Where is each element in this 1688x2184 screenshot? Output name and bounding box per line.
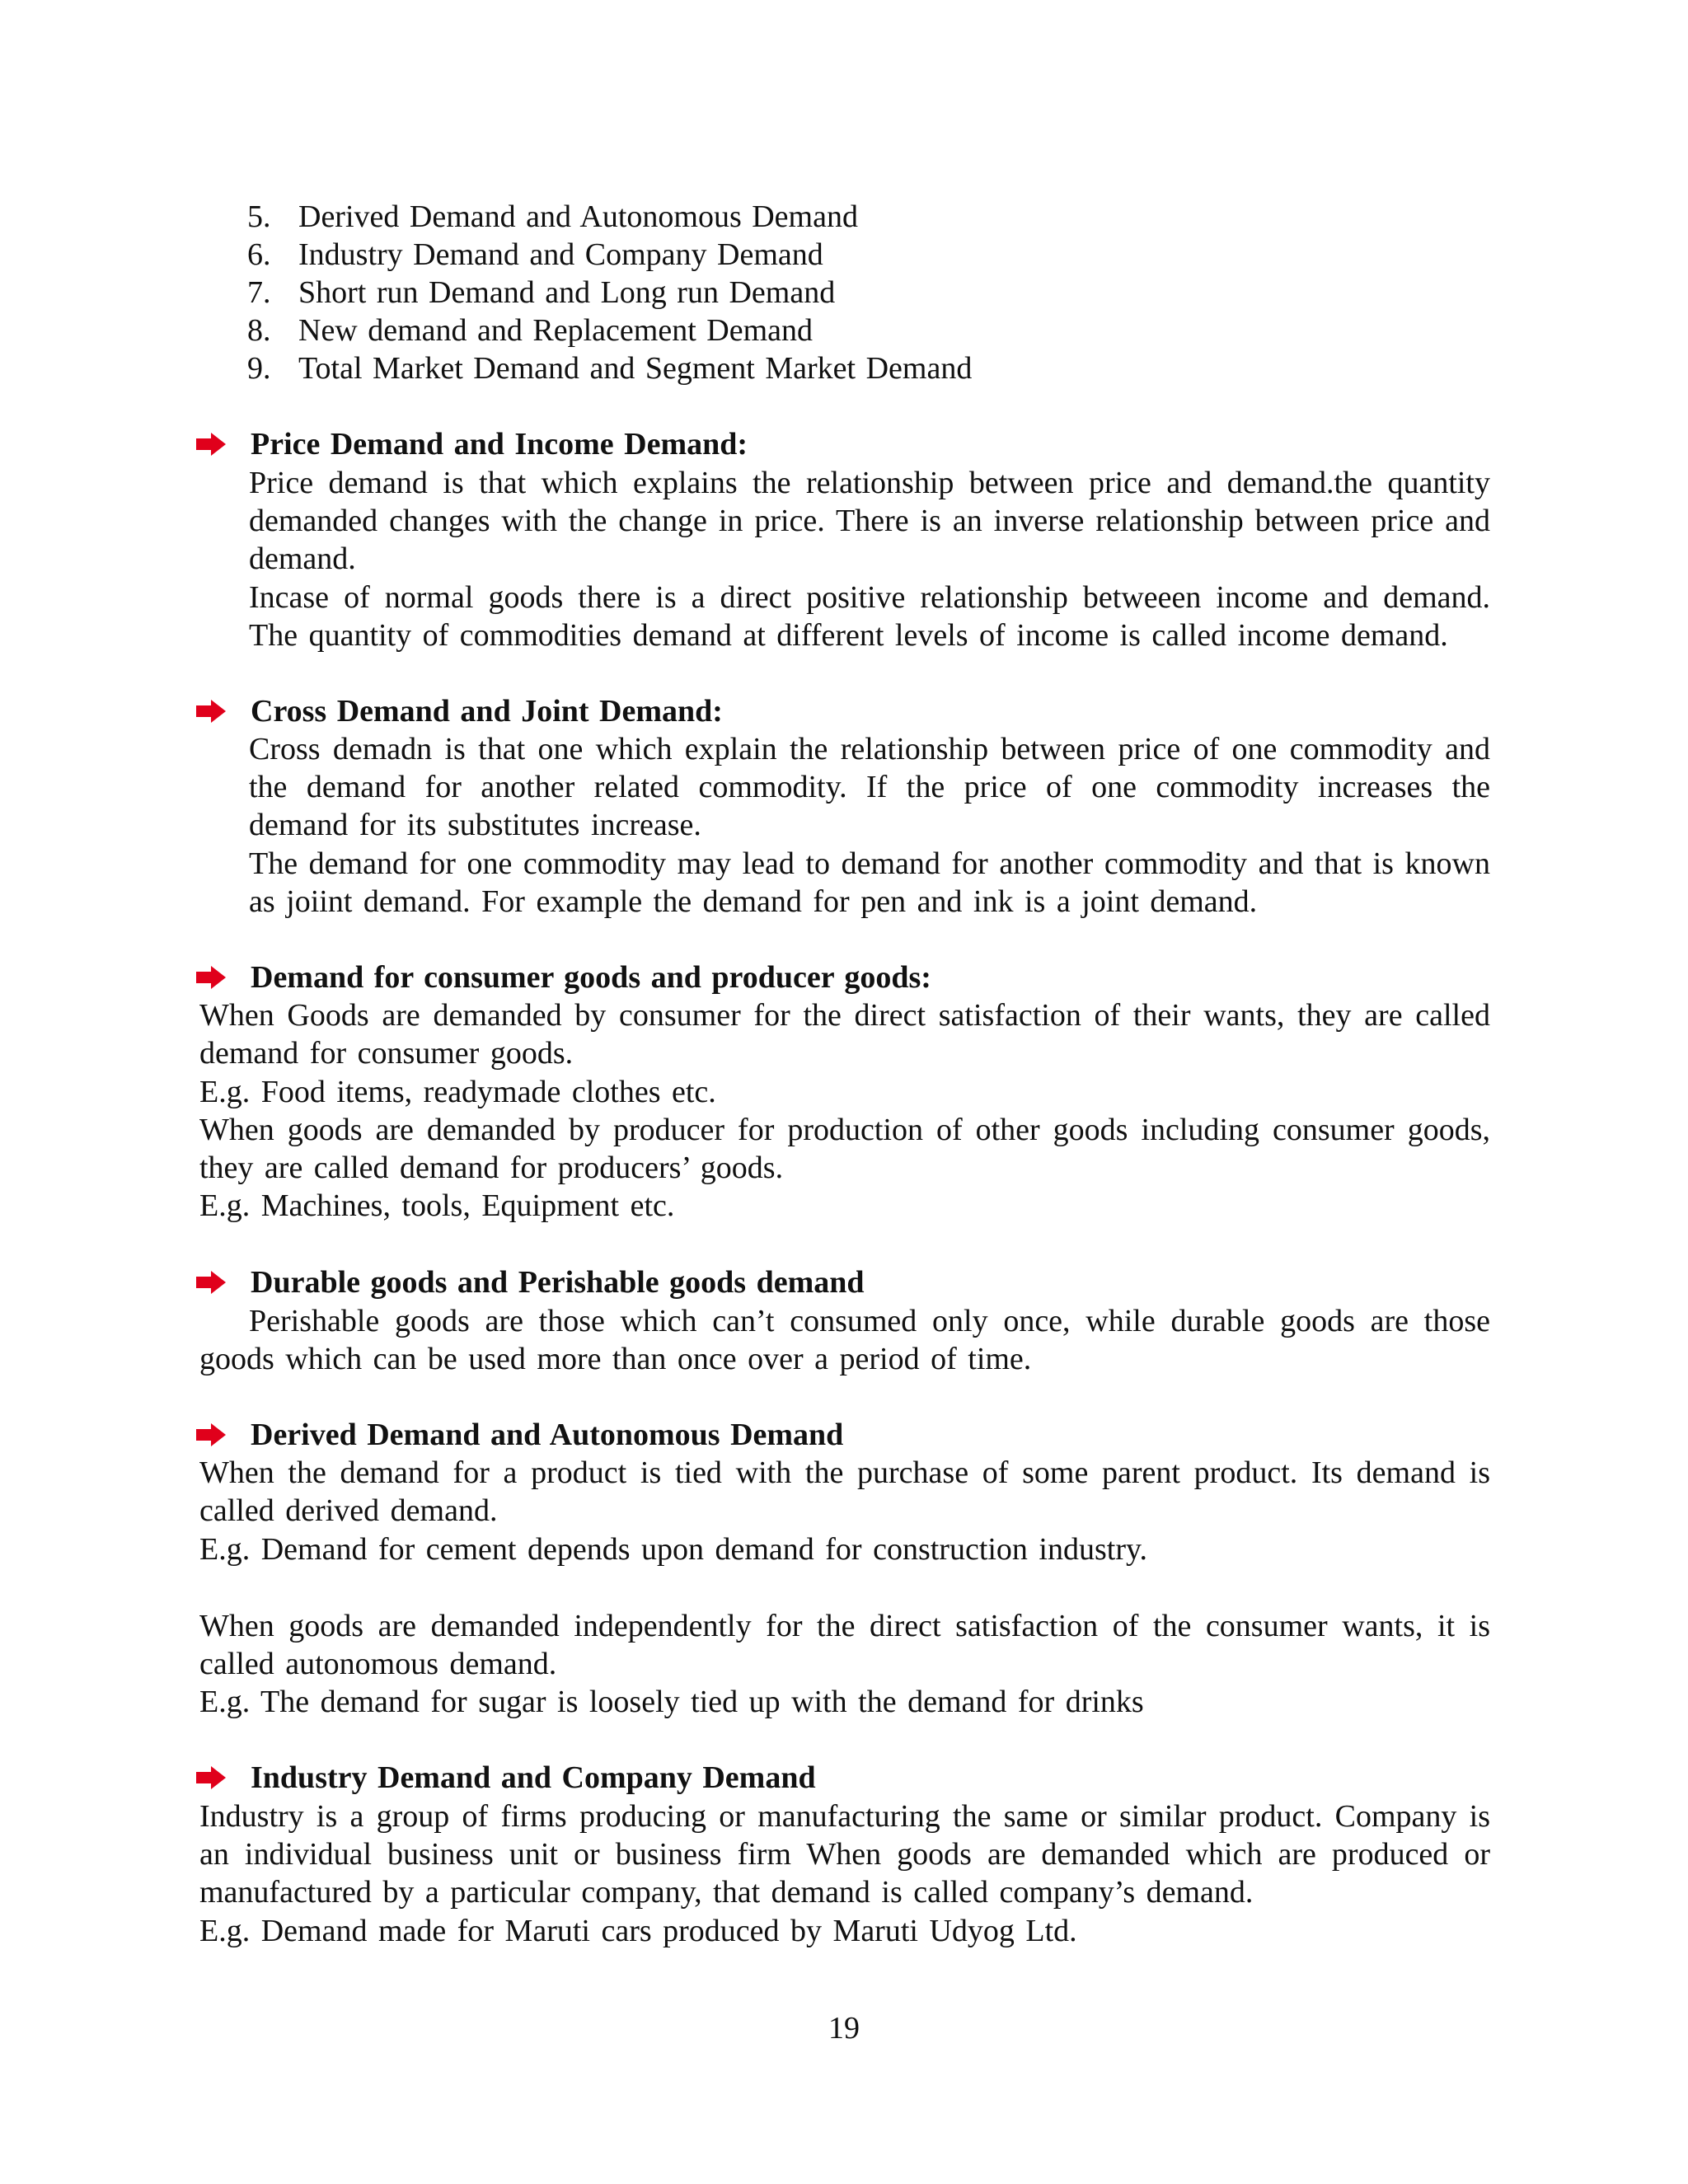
section-heading-durable-perishable: Durable goods and Perishable goods demand	[195, 1263, 865, 1301]
paragraph: When Goods are demanded by consumer for the direct satisfaction of their wants, they are called demand for consumer goods.	[199, 998, 1490, 1071]
paragraph: Price demand is that which explains the relationship between price and demand.the quantity demanded changes with the change in price. There is an inverse relationship between price and demand.	[249, 466, 1490, 576]
paragraph: E.g. Demand for cement depends upon demand for construction industry.	[199, 1532, 1148, 1567]
list-item: 9. Total Market Demand and Segment Market Demand	[247, 351, 973, 386]
section-heading-cross-joint: Cross Demand and Joint Demand:	[195, 692, 723, 730]
red-right-arrow-icon	[195, 964, 227, 991]
section-heading-derived-autonomous: Derived Demand and Autonomous Demand	[195, 1416, 843, 1454]
list-item: 6. Industry Demand and Company Demand	[247, 237, 823, 272]
list-item: 5. Derived Demand and Autonomous Demand	[247, 199, 858, 234]
paragraph: E.g. Demand made for Maruti cars produced by Maruti Udyog Ltd.	[199, 1914, 1077, 1948]
red-right-arrow-icon	[195, 1422, 227, 1448]
page-number: 19	[828, 2011, 860, 2046]
paragraph: Perishable goods are those which can’t consumed only once, while durable goods are those goods which can be used more than once over a period of time.	[199, 1304, 1490, 1376]
demand-types-list	[247, 198, 1484, 387]
red-right-arrow-icon	[195, 1269, 227, 1296]
section-heading-consumer-producer: Demand for consumer goods and producer goods:	[195, 958, 931, 996]
paragraph: Industry is a group of firms producing or manufacturing the same or similar product. Company is an individual business unit or business firm When goods are demanded which are produced or manufactured by a particular company, that demand is called company’s demand.	[199, 1799, 1490, 1910]
paragraph: E.g. Machines, tools, Equipment etc.	[199, 1188, 675, 1223]
paragraph: When the demand for a product is tied with the purchase of some parent product. Its demand is called derived demand.	[199, 1455, 1490, 1528]
paragraph: Cross demadn is that one which explain the relationship between price of one commodity and the demand for another related commodity. If the price of one commodity increases the demand for its substitutes increase.	[249, 732, 1490, 842]
red-right-arrow-icon	[195, 698, 227, 724]
paragraph: Incase of normal goods there is a direct positive relationship betweeen income and demand. The quantity of commodities demand at different levels of income is called income demand.	[249, 580, 1490, 653]
paragraph: E.g. The demand for sugar is loosely tied up with the demand for drinks	[199, 1685, 1144, 1719]
paragraph: The demand for one commodity may lead to demand for another commodity and that is known as joiint demand. For example the demand for pen and ink is a joint demand.	[249, 846, 1490, 919]
list-item: 7. Short run Demand and Long run Demand	[247, 275, 836, 310]
red-right-arrow-icon	[195, 431, 227, 457]
list-item: 8. New demand and Replacement Demand	[247, 313, 813, 348]
paragraph: E.g. Food items, readymade clothes etc.	[199, 1075, 716, 1109]
paragraph: When goods are demanded by producer for production of other goods including consumer goods, they are called demand for producers’ goods.	[199, 1113, 1490, 1185]
red-right-arrow-icon	[195, 1765, 227, 1791]
paragraph: When goods are demanded independently for the direct satisfaction of the consumer wants, it is called autonomous demand.	[199, 1609, 1490, 1681]
section-heading-industry-company: Industry Demand and Company Demand	[195, 1759, 816, 1797]
section-heading-price-income: Price Demand and Income Demand:	[195, 425, 748, 463]
